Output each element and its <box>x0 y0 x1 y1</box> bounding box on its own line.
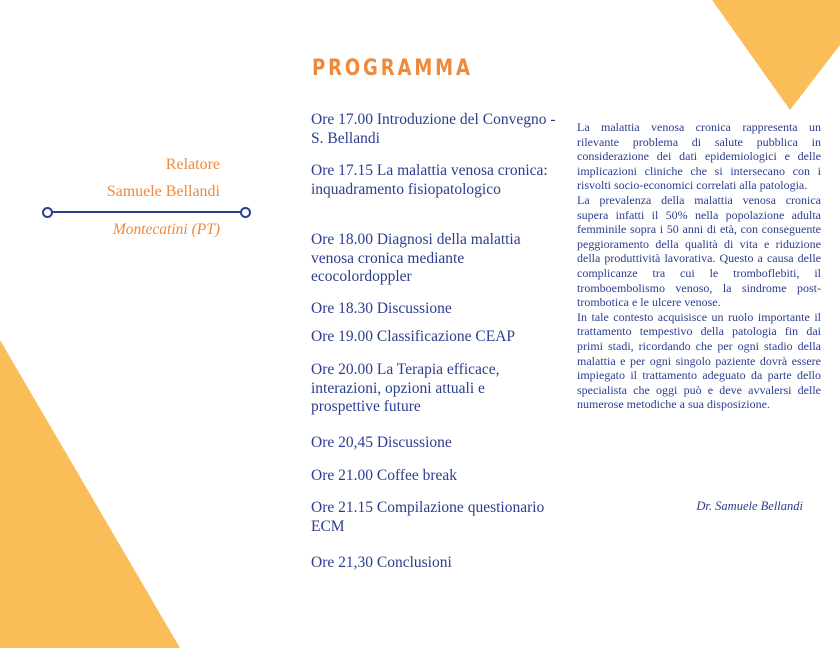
schedule-item: Ore 20,45 Discussione <box>311 434 452 451</box>
divider-line <box>50 211 243 213</box>
schedule-item: Ore 17.15 La malattia venosa cronica: inquadramento fisiopatologico <box>311 162 548 198</box>
speaker-role: Relatore <box>165 156 220 173</box>
description-paragraph: La prevalenza della malattia venosa cronica supera infatti il 50% nella popolazione adulta femminile sopra i 50 anni di età, con conseguente peggioramento della qualità di vita e riduzione della produttività lavorativa. Questo a causa delle complicanze tra cui le tromboflebiti, il tromboembolismo venoso, la sindrome post-trombotica e le ulcere venose. <box>577 192 821 310</box>
schedule-item: Ore 17.00 Introduzione del Convegno - S. Bellandi <box>311 111 556 147</box>
page-title: PROGRAMMA <box>312 56 473 81</box>
divider-dot-left <box>42 207 53 218</box>
bottom-left-triangle <box>0 340 180 648</box>
schedule-item: Ore 21.15 Compilazione questionario ECM <box>311 499 545 535</box>
schedule-item: Ore 18.00 Diagnosi della malattia venosa cronica mediante ecocolordoppler <box>311 231 521 285</box>
signature: Dr. Samuele Bellandi <box>696 499 803 513</box>
schedule-item: Ore 21.00 Coffee break <box>311 467 458 484</box>
speaker-name: Samuele Bellandi <box>106 183 220 200</box>
divider-dot-right <box>240 207 251 218</box>
schedule-item: Ore 20.00 La Terapia efficace, interazioni, opzioni attuali e prospettive future <box>311 361 500 415</box>
schedule-item: Ore 18.30 Discussione <box>311 300 452 317</box>
top-right-triangle <box>712 0 840 110</box>
description-paragraph: La malattia venosa cronica rappresenta un rilevante problema di salute pubblica in considerazione dei dati epidemiologici e delle implicazioni cliniche che si intersecano con i risvolti socio-economici correlati alla patologia. <box>577 120 821 193</box>
schedule-item: Ore 21,30 Conclusioni <box>311 554 452 571</box>
schedule-item: Ore 19.00 Classificazione CEAP <box>311 328 516 345</box>
description-paragraph: In tale contesto acquisisce un ruolo importante il trattamento tempestivo della patologia fin dai primi stadi, ricordando che per ogni stadio della malattia e per ogni singolo paziente dovrà essere impiegato il trattamento adeguato da parte dello specialista che oggi può e deve avvalersi delle numerose metodiche a sua disposizione. <box>577 309 821 412</box>
speaker-place: Montecatini (PT) <box>112 221 220 238</box>
description-text <box>577 120 821 412</box>
